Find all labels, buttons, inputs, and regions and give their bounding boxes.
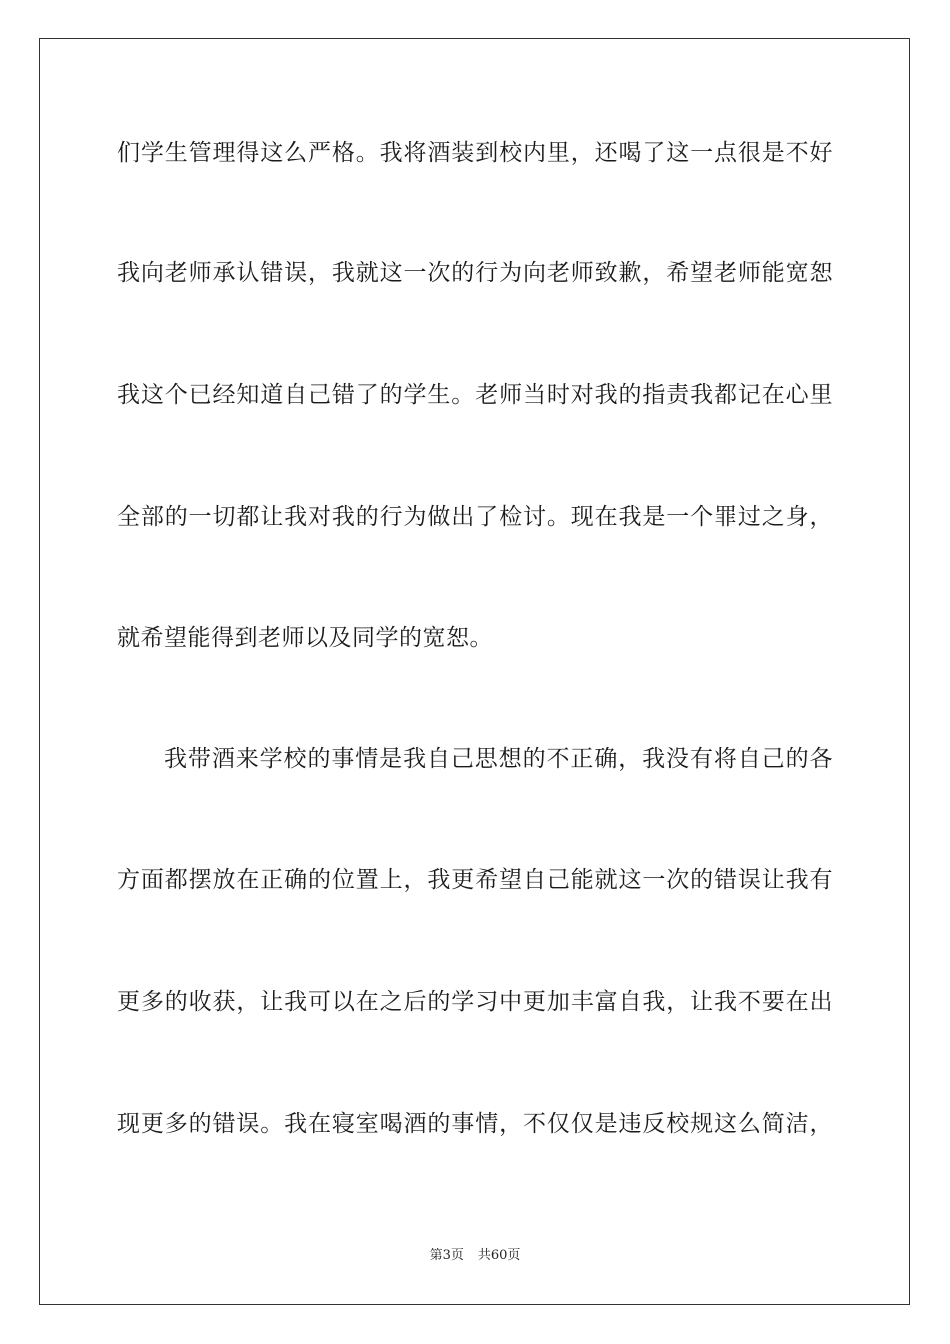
body-text-line-9: 现更多的错误。我在寝室喝酒的事情，不仅仅是违反校规这么简洁，: [117, 1111, 833, 1137]
paragraph-first-line: 我带酒来学校的事情是我自己思想的不正确，我没有将自己的各: [164, 746, 833, 772]
body-text-line-7: 方面都摆放在正确的位置上，我更希望自己能就这一次的错误让我有: [117, 867, 833, 893]
page-number: 第3页: [429, 1248, 464, 1263]
body-text-line-2: 我向老师承认错误，我就这一次的行为向老师致歉，希望老师能宽恕: [117, 260, 833, 286]
body-text-line-8: 更多的收获，让我可以在之后的学习中更加丰富自我，让我不要在出: [117, 989, 833, 1015]
body-text-line-5: 就希望能得到老师以及同学的宽恕。: [117, 625, 493, 651]
body-text-line-3: 我这个已经知道自己错了的学生。老师当时对我的指责我都记在心里: [117, 382, 833, 408]
page-total: 共60页: [477, 1248, 521, 1263]
body-text-line-4: 全部的一切都让我对我的行为做出了检讨。现在我是一个罪过之身，: [117, 504, 833, 530]
page-footer: [0, 1248, 950, 1264]
body-text-line-1: 们学生管理得这么严格。我将酒装到校内里，还喝了这一点很是不好: [117, 140, 833, 166]
